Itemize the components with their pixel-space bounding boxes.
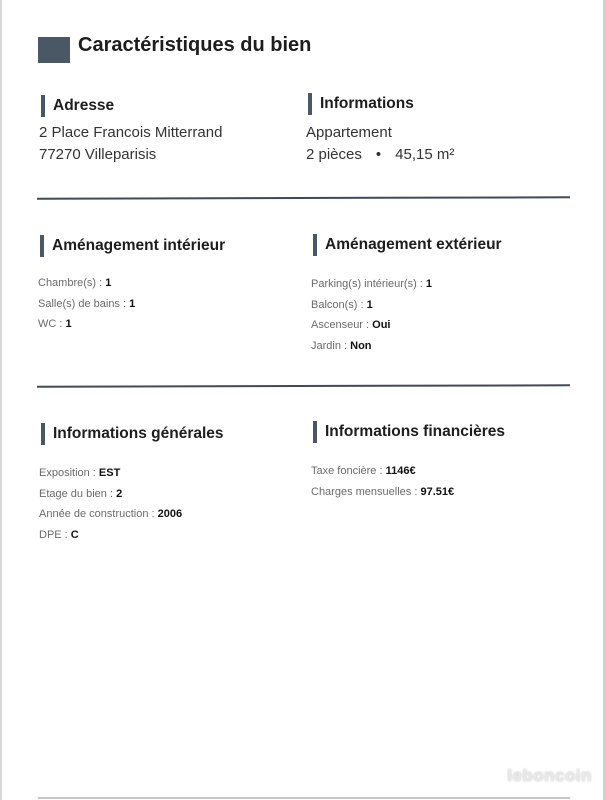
page-title: Caractéristiques du bien xyxy=(78,34,312,56)
feature-row: WC : 1 xyxy=(38,318,72,330)
section-divider xyxy=(37,196,570,199)
address-line-1: 2 Place Francois Mitterrand xyxy=(39,124,223,141)
feature-row: Ascenseur : Oui xyxy=(311,319,391,331)
section-header xyxy=(313,234,502,256)
section-header xyxy=(41,423,224,445)
section-amenagement-interieur xyxy=(40,235,225,335)
address-line-2: 77270 Villeparisis xyxy=(39,146,157,163)
section-amenagement-exterieur xyxy=(313,234,502,356)
section-divider xyxy=(37,384,570,387)
feature-row: Balcon(s) : 1 xyxy=(311,298,373,311)
feature-row: Chambre(s) : 1 xyxy=(38,277,112,289)
section-bar-icon xyxy=(313,421,317,443)
feature-row: Exposition : EST xyxy=(39,467,121,479)
section-bar-icon xyxy=(41,423,45,445)
feature-row: Etage du bien : 2 xyxy=(39,487,123,500)
title-square-icon xyxy=(38,37,70,63)
section-bar-icon xyxy=(40,235,44,257)
section-informations-financieres xyxy=(313,421,505,502)
section-title: Adresse xyxy=(53,97,115,114)
section-title: Informations xyxy=(320,95,414,112)
section-title: Aménagement extérieur xyxy=(325,236,502,253)
section-header xyxy=(308,93,454,115)
section-header xyxy=(41,95,222,117)
section-title: Aménagement intérieur xyxy=(52,237,226,254)
feature-row: Jardin : Non xyxy=(311,339,372,352)
property-type: Appartement xyxy=(306,124,392,141)
section-bar-icon xyxy=(308,93,312,115)
section-informations-generales xyxy=(41,423,224,545)
rooms-count: 2 pièces xyxy=(306,146,362,163)
section-informations xyxy=(308,93,454,166)
section-title: Informations financières xyxy=(325,423,506,440)
section-bar-icon xyxy=(41,95,45,117)
section-header xyxy=(40,235,225,257)
section-adresse xyxy=(41,95,222,166)
feature-row: Salle(s) de bains : 1 xyxy=(38,297,136,310)
surface-area: 45,15 m² xyxy=(395,146,455,163)
property-size-line xyxy=(306,144,454,166)
section-bar-icon xyxy=(313,234,317,256)
feature-row: DPE : C xyxy=(39,528,79,541)
bottom-border xyxy=(38,797,570,799)
page-left-edge xyxy=(0,0,2,800)
section-header xyxy=(313,421,505,443)
separator-dot: • xyxy=(375,146,382,163)
section-title: Informations générales xyxy=(53,425,224,442)
feature-row: Année de construction : 2006 xyxy=(39,508,183,520)
feature-row: Parking(s) intérieur(s) : 1 xyxy=(311,278,433,290)
feature-row: Taxe foncière : 1146€ xyxy=(311,465,416,477)
feature-row: Charges mensuelles : 97.51€ xyxy=(311,485,455,498)
leboncoin-watermark: leboncoin xyxy=(507,766,592,785)
